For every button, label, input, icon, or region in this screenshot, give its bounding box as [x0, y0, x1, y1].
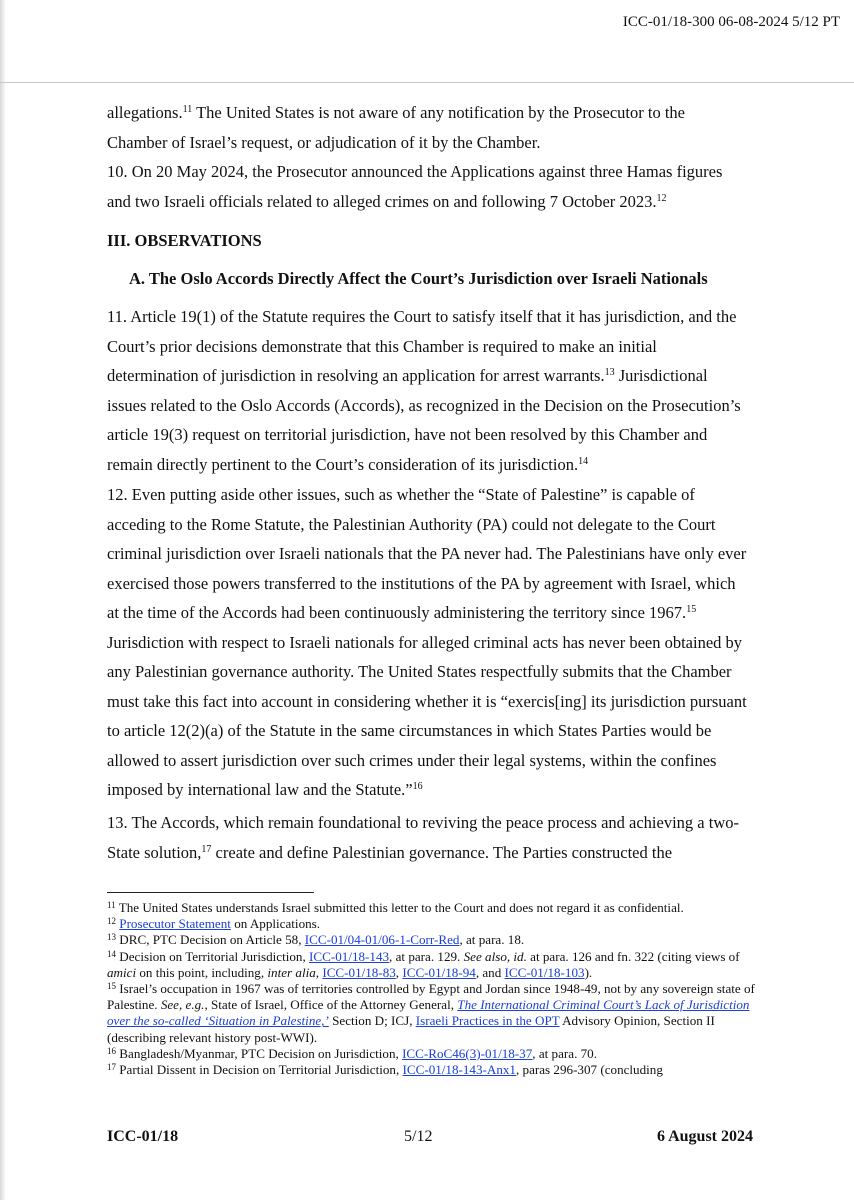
footnote-16: $^{16}$ Bangladesh/Myanmar, PTC Decision on Jurisdiction, ICC-RoC46(3)-01/18-37, at para. 70. [107, 1045, 597, 1061]
israeli-practices-link[interactable]: Israeli Practices in the OPT [415, 1013, 560, 1029]
document-id: ICC-01/18-300 06-08-2024 5/12 PT [622, 14, 840, 30]
footnotes [107, 900, 757, 1078]
footnote-ref-16[interactable]: 16 [412, 781, 423, 792]
footnote-12: $^{12}$ Prosecutor Statement on Applications. [107, 916, 321, 932]
footnote-ref-17[interactable]: 17 [201, 843, 212, 855]
subsection-heading: A. The Oslo Accords Directly Affect the Court’s Jurisdiction over Israeli Nationals [129, 269, 708, 288]
lack-of-jurisdiction-link[interactable]: The International Criminal Court’s Lack of Jurisdiction over the so-called ‘Situation in Palestine,’ [107, 997, 750, 1029]
drc-decision-link[interactable]: ICC-01/04-01/06-1-Corr-Red [304, 932, 460, 948]
footnote-15: $^{15}$ Israel’s occupation in 1967 was of territories controlled by Egypt and Jordan since 1948-49, not by any sovereign state of Palestine. See, e.g., State of Israel, Office of the Attorney General, The International Criminal Court’s Lack of Jurisdiction over the so-called ‘Situation in Palestine,’ Section D; ICJ, Israeli Practices in the OPT Advisory Opinion, Section II (describing relevant history post-WWI). [107, 981, 755, 1045]
footnote-ref-14[interactable]: 14 [578, 455, 589, 467]
footer-date: 6 August 2024 [656, 1128, 753, 1145]
footnote-17: $^{17}$ Partial Dissent in Decision on Territorial Jurisdiction, ICC-01/18-143-Anx1, paras 296-307 (concluding [107, 1062, 663, 1078]
page-header [0, 0, 854, 83]
footer-page-number: 5/12 [404, 1128, 433, 1145]
icc-01-18-143-link[interactable]: ICC-01/18-143 [309, 948, 390, 964]
footnote-separator [107, 892, 314, 893]
paragraph-11: 11. Article 19(1) of the Statute requires the Court to satisfy itself that it has jurisdiction, and the Court’s prior decisions demonstrate that this Chamber is required to make an initial determination of jurisdiction in resolving an application for arrest warrants.$^{13}$ Jurisdictional issues related to the Oslo Accords (Accords), as recognized in the Decision on the Prosecution’s article 19(3) request on territorial jurisdiction, have not been resolved by this Chamber and remain directly pertinent to the Court’s consideration of its jurisdiction.$^{14}$ [107, 307, 741, 474]
prosecutor-statement-link[interactable]: Prosecutor Statement [119, 916, 231, 932]
paragraph-13: 13. The Accords, which remain foundational to reviving the peace process and achieving a two-State solution,$^{17}$ create and define Palestinian governance. The Parties constructed the [107, 813, 739, 862]
paragraph-allegations: allegations.$^{11}$ The United States is not aware of any notification by the Prosecutor to the Chamber of Israel’s request, or adjudication of it by the Chamber. [107, 103, 685, 152]
footnote-14: $^{14}$ Decision on Territorial Jurisdiction, ICC-01/18-143, at para. 129. See also, id. at para. 126 and fn. 322 (citing views of amici on this point, including, inter alia, ICC-01/18-83, ICC-01/18-94, and ICC-01/18-103). [107, 948, 740, 980]
icc-01-18-103-link[interactable]: ICC-01/18-103 [504, 964, 585, 980]
footer-case-number: ICC-01/18 [107, 1128, 179, 1145]
bangladesh-decision-link[interactable]: ICC-RoC46(3)-01/18-37 [402, 1045, 533, 1061]
partial-dissent-link[interactable]: ICC-01/18-143-Anx1 [402, 1062, 516, 1078]
footnote-11: $^{11}$ The United States understands Israel submitted this letter to the Court and does not regard it as confidential. [107, 900, 684, 915]
footnote-ref-13[interactable]: 13 [604, 367, 615, 378]
footnote-ref-15[interactable]: 15 [686, 604, 697, 615]
paragraph-12: 12. Even putting aside other issues, such as whether the “State of Palestine” is capable of acceding to the Rome Statute, the Palestinian Authority (PA) could not delegate to the Court criminal jurisdiction over Israeli nationals that the PA never had. The Palestinians have only ever exercised those powers transferred to the institutions of the PA by agreement with Israel, which at the time of the Accords had been continuously administering the territory since 1967.15 Jurisdiction with respect to Israeli nationals for alleged criminal acts has never been obtained by any Palestinian governance authority. The United States respectfully submits that the Chamber must take this fact into account in considering whether it is “exercis[ing] its jurisdiction pursuant to article 12(2)(a) of the Statute in the same circumstances in which States Parties would be allowed to assert jurisdiction over such crimes under their legal systems, within the confines imposed by international law and the Statute.”$^{16}$ [107, 485, 747, 799]
footnote-ref-12[interactable]: 12 [656, 192, 667, 204]
paragraph-10: 10. On 20 May 2024, the Prosecutor announced the Applications against three Hamas figures and two Israeli officials related to alleged crimes on and following 7 October 2023.12 [107, 162, 723, 211]
footnote-13: $^{13}$ DRC, PTC Decision on Article 58, ICC-01/04-01/06-1-Corr-Red, at para. 18. [107, 932, 525, 948]
icc-01-18-83-link[interactable]: ICC-01/18-83 [322, 964, 396, 980]
page-edge-shadow [0, 0, 6, 1200]
footnote-ref-11[interactable]: 11 [182, 104, 193, 115]
section-heading: III. OBSERVATIONS [107, 231, 262, 250]
icc-01-18-94-link[interactable]: ICC-01/18-94 [402, 964, 476, 980]
